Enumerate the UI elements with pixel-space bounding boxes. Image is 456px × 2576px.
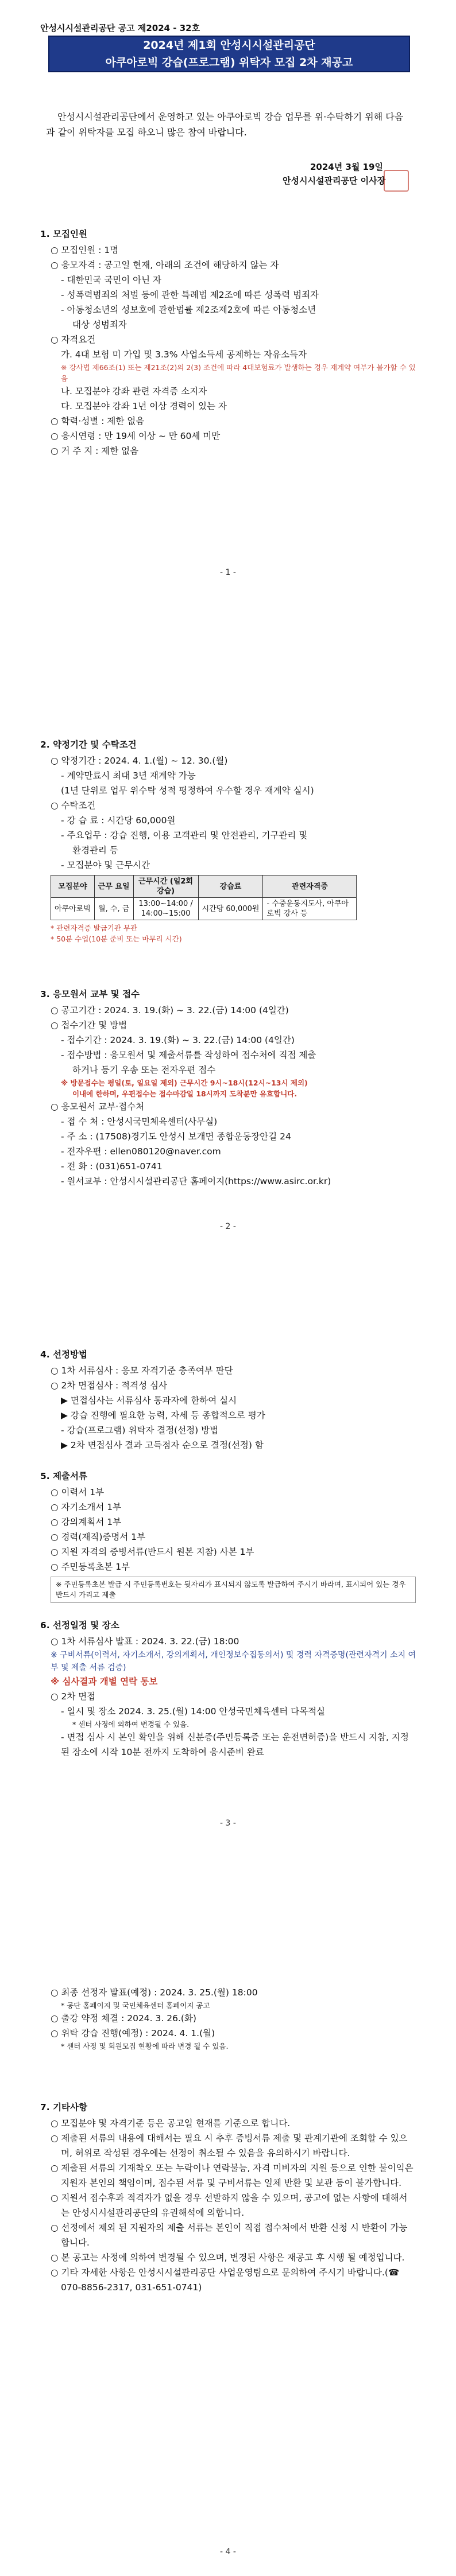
list-item: ▶ 면접심사는 서류심사 통과자에 한하여 실시 <box>61 1395 237 1406</box>
list-item: ○ 본 공고는 사정에 의하여 변경될 수 있으며, 변경된 사항은 재공고 후 시행 될 예정입니다. <box>51 2252 405 2263</box>
note-box: ※ 주민등록초본 발급 시 주민등록번호는 뒷자리가 표시되지 않도록 발급하여 주시기 바라며, 표시되어 있는 경우 반드시 가리고 제출 <box>51 1577 416 1603</box>
field-table <box>51 875 357 920</box>
list-item: 다. 모집분야 강좌 1년 이상 경력이 있는 자 <box>61 401 227 411</box>
section-schedule <box>40 1618 416 1760</box>
list-item: - 모집분야 및 근무시간 <box>61 860 150 870</box>
list-item: - 주요업무 : 강습 진행, 이용 고객관리 및 안전관리, 기구관리 및 <box>61 830 308 840</box>
section-application <box>40 987 416 1189</box>
list-item: ○ 위탁 강습 진행(예정) : 2024. 4. 1.(월) <box>51 2028 215 2038</box>
list-item: (1년 단위로 업무 위수탁 성적 평정하여 우수할 경우 재계약 실시) <box>61 785 314 796</box>
list-item: - 일시 및 장소 2024. 3. 25.(월) 14:00 안성국민체육센터 다목적실 <box>61 1706 326 1717</box>
title-line-2: 아쿠아로빅 강습(프로그램) 위탁자 모집 2차 재공고 <box>105 56 353 69</box>
list-item: ○ 공고기간 : 2024. 3. 19.(화) ~ 3. 22.(금) 14:00 (4일간) <box>51 1005 289 1015</box>
title-line-1: 2024년 제1회 안성시시설관리공단 <box>143 39 315 52</box>
section-title: 7. 기타사항 <box>40 2102 87 2112</box>
page-3 <box>0 1285 456 1928</box>
list-item: - 강습(프로그램) 위탁자 결정(선정) 방법 <box>61 1425 219 1435</box>
table-cell: 아쿠아로빅 <box>51 898 95 920</box>
list-item: 하거나 등기 우송 또는 전자우편 접수 <box>72 1065 216 1075</box>
list-item: 나. 모집분야 강좌 관련 자격증 소지자 <box>61 386 207 396</box>
list-item: ○ 응모자격 : 공고일 현재, 아래의 조건에 해당하지 않는 자 <box>51 260 279 270</box>
list-item: ○ 경력(재직)증명서 1부 <box>51 1532 146 1542</box>
table-header: 모집분야 <box>51 875 95 898</box>
list-item: ○ 2차 면접심사 : 적격성 심사 <box>51 1380 167 1391</box>
section-title: 4. 선정방법 <box>40 1349 87 1360</box>
table-row <box>51 898 357 920</box>
note-text: ※ 방문접수는 평일(토, 일요일 제외) 근무시간 9시~18시(12시~13시 제외) <box>61 1079 308 1087</box>
list-item: ○ 자기소개서 1부 <box>51 1502 122 1512</box>
page-number: - 4 - <box>220 2547 236 2556</box>
email-link[interactable]: - 전자우편 : ellen080120@naver.com <box>61 1146 221 1157</box>
section-title: 5. 제출서류 <box>40 1471 87 1481</box>
list-item: - 대한민국 국민이 아닌 자 <box>61 275 162 285</box>
list-item: - 면접 심사 시 본인 확인을 위해 신분증(주민등록증 또는 운전면허증)을 반드시 지참, 지정된 장소에 시작 10분 전까지 도착하여 응시준비 완료 <box>61 1732 409 1757</box>
table-cell: 월, 수, 금 <box>94 898 133 920</box>
note-text: * 관련자격증 발급기관 무관 <box>51 924 137 932</box>
list-item: ○ 강의계획서 1부 <box>51 1517 122 1527</box>
notice-title <box>48 36 410 72</box>
list-item: - 접수기간 : 2024. 3. 19.(화) ~ 3. 22.(금) 14:00 (4일간) <box>61 1035 295 1045</box>
page-number: - 1 - <box>220 568 236 577</box>
section-recruitment <box>40 227 416 458</box>
list-item: - 아동청소년의 성보호에 관한법률 제2조제2호에 따른 아동청소년 <box>61 305 316 315</box>
notice-date: 2024년 3월 19일 <box>310 162 383 172</box>
list-item: ○ 1차 서류심사 : 응모 자격기준 충족여부 판단 <box>51 1365 233 1376</box>
page-number: - 3 - <box>220 1819 236 1828</box>
page-4 <box>0 1928 456 2576</box>
table-header: 관련자격증 <box>263 875 357 898</box>
section-title: 3. 응모원서 교부 및 접수 <box>40 989 140 999</box>
list-item: ○ 1차 서류심사 발표 : 2024. 3. 22.(금) 18:00 <box>51 1636 239 1647</box>
section-title: 6. 선정일정 및 장소 <box>40 1620 119 1631</box>
table-cell: - 수중운동지도사, 아쿠아로빅 강사 등 <box>263 898 357 920</box>
table-header: 근무 요일 <box>94 875 133 898</box>
note-text: * 공단 홈페이지 및 국민체육센터 홈페이지 공고 <box>61 2001 210 2010</box>
section-documents <box>40 1469 416 1605</box>
list-item: - 전 화 : (031)651-0741 <box>61 1161 163 1172</box>
page-2 <box>0 643 456 1285</box>
table-header: 근무시간 (일2회강습) <box>133 875 198 898</box>
table-header: 강습료 <box>198 875 263 898</box>
table-cell: 시간당 60,000원 <box>198 898 263 920</box>
list-item: ○ 학력·성별 : 제한 없음 <box>51 416 145 426</box>
list-item: 가. 4대 보험 미 가입 및 3.3% 사업소득세 공제하는 자유소득자 <box>61 349 307 360</box>
official-seal-stamp <box>384 170 409 192</box>
list-item: ○ 지원 자격의 증빙서류(반드시 원본 지참) 사본 1부 <box>51 1547 254 1557</box>
list-item: ▶ 강습 진행에 필요한 능력, 자세 등 종합적으로 평가 <box>61 1410 265 1421</box>
list-item: ○ 모집분야 및 자격기준 등은 공고일 현재를 기준으로 합니다. <box>51 2118 291 2128</box>
note-text: ※ 구비서류(이력서, 자기소개서, 강의계획서, 개인정보수집동의서) 및 경력 자격증명(관련자격기 소지 여부 및 제출 서류 검증) <box>51 1651 416 1672</box>
list-item: - 접 수 처 : 안성시국민체육센터(사무실) <box>61 1116 218 1127</box>
list-item: - 계약만료시 최대 3년 재계약 가능 <box>61 771 196 781</box>
page-number: - 2 - <box>220 1222 236 1231</box>
note-text: ※ 심사결과 개별 연락 통보 <box>51 1676 158 1687</box>
list-item: ○ 기타 자세한 사항은 안성시시설관리공단 사업운영팀으로 문의하여 주시기 바랍니다.(☎ 070-8856-2317, 031-651-0741) <box>51 2267 400 2293</box>
section-title: 2. 약정기간 및 수탁조건 <box>40 740 137 750</box>
list-item: ○ 선정에서 제외 된 지원자의 제출 서류는 본인이 직접 접수처에서 반환 신청 시 반환이 가능합니다. <box>51 2223 408 2248</box>
section-term <box>40 737 416 944</box>
note-text: * 센터 사정 및 회원모집 현황에 따라 변경 될 수 있음. <box>61 2042 229 2050</box>
list-item: ○ 약정기간 : 2024. 4. 1.(월) ~ 12. 30.(월) <box>51 756 228 766</box>
notice-number: 안성시시설관리공단 공고 제2024 - 32호 <box>40 23 200 33</box>
list-item: ○ 최종 선정자 발표(예정) : 2024. 3. 25.(월) 18:00 <box>51 1987 258 1998</box>
list-item: ○ 2차 면접 <box>51 1691 96 1702</box>
list-item: ○ 수탁조건 <box>51 800 96 811</box>
issuer-org: 안성시시설관리공단 이사장 <box>283 176 386 186</box>
list-item: ○ 응시연령 : 만 19세 이상 ~ 만 60세 미만 <box>51 431 221 441</box>
list-item: ▶ 2차 면접심사 결과 고득점자 순으로 결정(선정) 함 <box>61 1440 264 1450</box>
intro-text: 안성시시설관리공단에서 운영하고 있는 아쿠아로빅 강습 업무를 위·수탁하기 위해 다음과 같이 위탁자를 모집 하오니 많은 참여 바랍니다. <box>46 111 404 138</box>
list-item: ○ 지원서 접수후과 적격자가 없을 경우 선발하지 않을 수 있으며, 공고에 없는 사항에 대해서는 안성시시설관리공단의 유권해석에 의합니다. <box>51 2193 408 2218</box>
section-schedule-cont <box>40 1985 416 2052</box>
section-others <box>40 2100 416 2295</box>
list-item: ○ 주민등록초본 1부 <box>51 1562 130 1572</box>
list-item: ○ 모집인원 : 1명 <box>51 245 119 255</box>
note-text: * 50분 수업(10분 준비 또는 마무리 시간) <box>51 935 182 943</box>
list-item: - 주 소 : (17508)경기도 안성시 보개면 종합운동장안길 24 <box>61 1131 291 1142</box>
section-selection <box>40 1347 416 1453</box>
note-text: * 센터 사정에 의하여 변경될 수 있음. <box>72 1720 190 1729</box>
list-item: ○ 자격요건 <box>51 334 96 345</box>
page-1 <box>0 0 456 643</box>
list-item: - 강 습 료 : 시간당 60,000원 <box>61 815 176 826</box>
section-title: 1. 모집인원 <box>40 229 87 239</box>
note-text: ※ 강사법 제66조(1) 또는 제21조(2)의 2(3) 조건에 따라 4대보험료가 발생하는 경우 재계약 여부가 불가할 수 있음 <box>61 363 416 383</box>
list-item: ○ 접수기간 및 방법 <box>51 1020 127 1030</box>
list-item: ○ 응모원서 교부·접수처 <box>51 1102 145 1112</box>
list-item: - 접수방법 : 응모원서 및 제출서류를 작성하여 접수처에 직접 제출 <box>61 1050 316 1060</box>
table-header-row <box>51 875 357 898</box>
list-item: - 성폭력범죄의 처벌 등에 관한 특례법 제2조에 따른 성폭력 범죄자 <box>61 290 319 300</box>
list-item: ○ 제출된 서류의 기재착오 또는 누락이나 연락불능, 자격 미비자의 지원 등으로 인한 불이익은 지원자 본인의 책임이며, 접수된 서류 및 구비서류는 일체 반환 및 보관 등이 불가합니다. <box>51 2163 414 2188</box>
list-item: ○ 출강 약정 체결 : 2024. 3. 26.(화) <box>51 2013 196 2024</box>
list-item: 대상 성범죄자 <box>72 320 127 330</box>
homepage-link[interactable]: - 원서교부 : 안성시시설관리공단 홈페이지(https://www.asirc.or.kr) <box>61 1176 331 1186</box>
list-item: ○ 거 주 지 : 제한 없음 <box>51 446 139 456</box>
note-text: 이내에 한하며, 우편접수는 접수마감일 18시까지 도착분만 유효합니다. <box>72 1089 297 1098</box>
list-item: ○ 제출된 서류의 내용에 대해서는 필요 시 추후 증빙서류 제출 및 관계기관에 조회할 수 있으며, 허위로 작성된 경우에는 선정이 취소될 수 있음을 유의하시기 바랍니다. <box>51 2133 408 2158</box>
list-item: 환경관리 등 <box>72 845 118 855</box>
table-cell: 13:00~14:00 / 14:00~15:00 <box>133 898 198 920</box>
list-item: ○ 이력서 1부 <box>51 1487 105 1497</box>
